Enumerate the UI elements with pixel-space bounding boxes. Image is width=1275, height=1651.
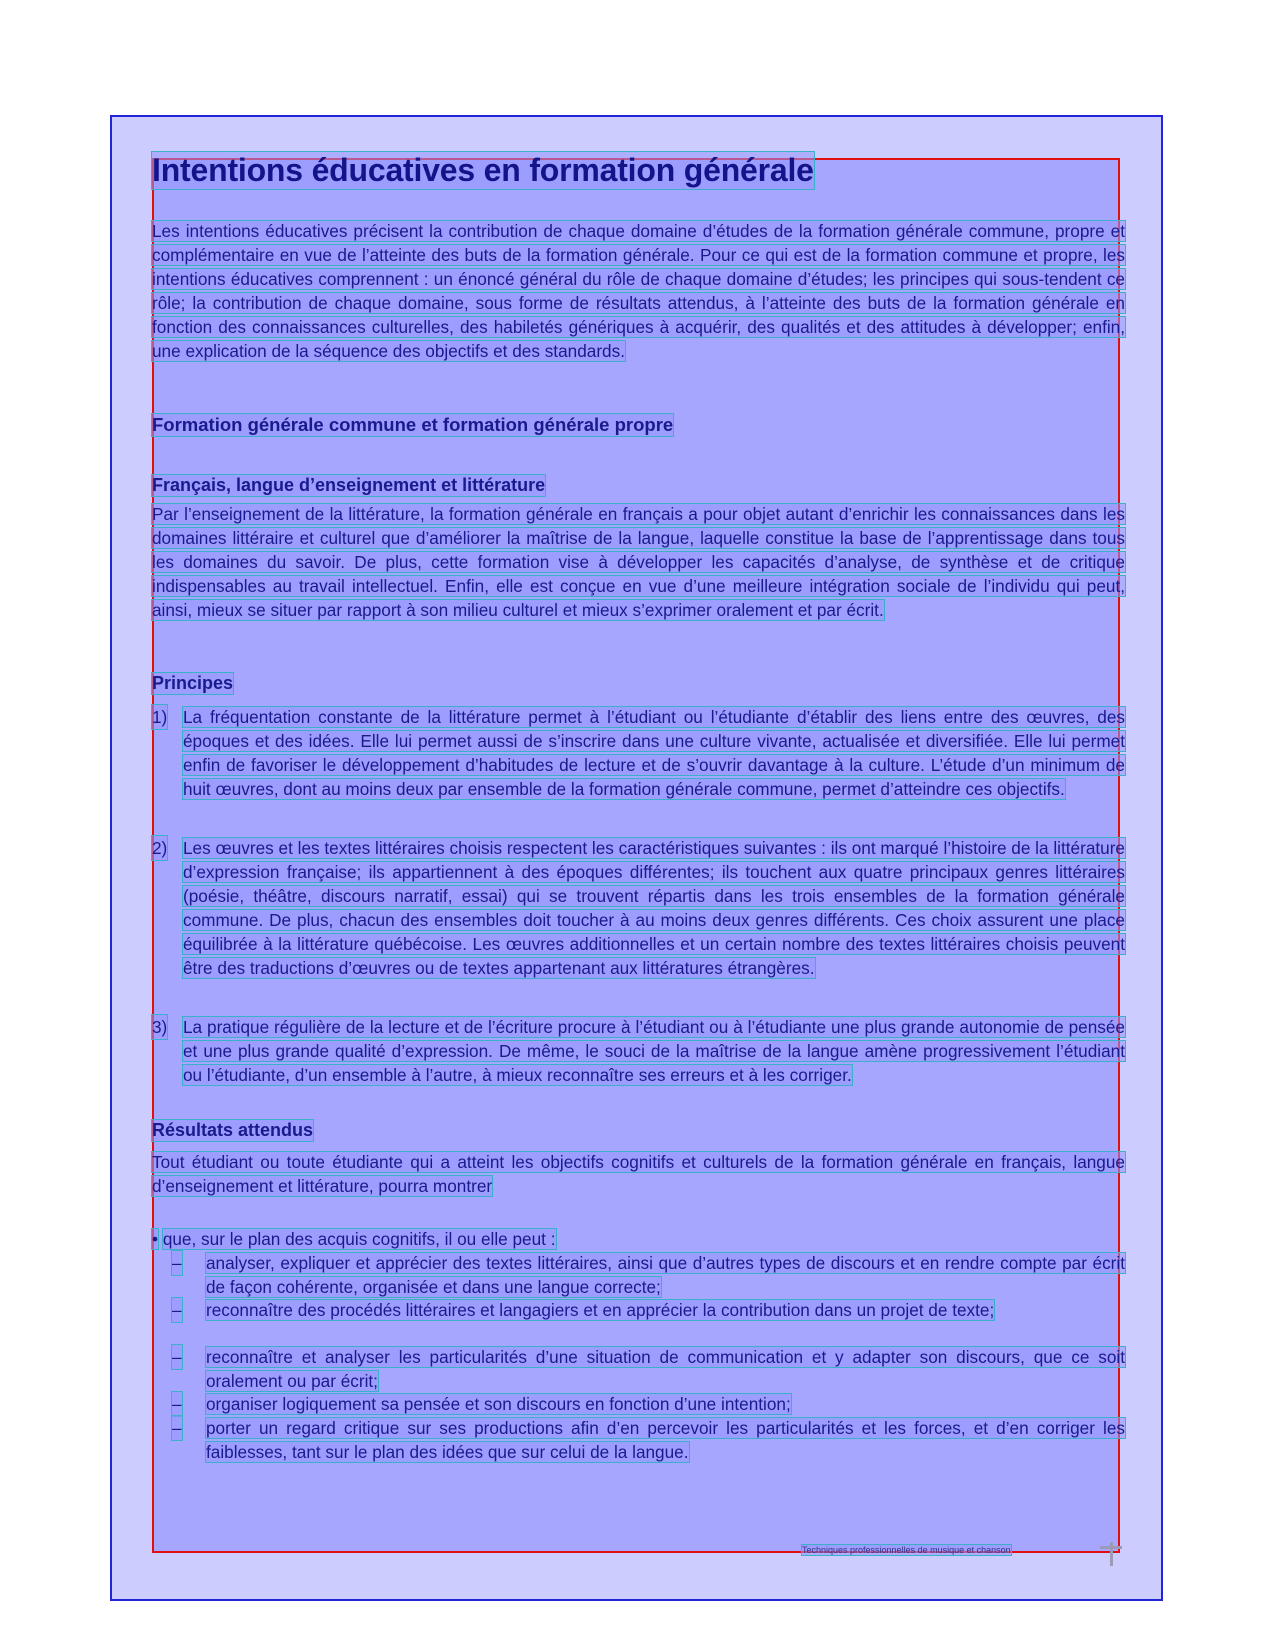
crosshair-icon-bar (1100, 1546, 1122, 1549)
page-footer: Techniques professionnelles de musique et chanson (802, 1545, 1011, 1555)
dash-icon: – (172, 1347, 182, 1367)
result-text: analyser, expliquer et apprécier des textes littéraires, ainsi que d’autres types de discours et en rendre compte par écrit de façon cohérente, organisée et dans une langue correcte; (206, 1253, 1125, 1297)
subsection-heading: Français, langue d’enseignement et littérature (152, 475, 546, 495)
result-text: porter un regard critique sur ses productions afin d’en percevoir les particularités et les forces, et d’en corriger les faiblesses, tant sur le plan des idées que sur celui de la langue. (206, 1418, 1125, 1462)
principle-number: 2) (152, 838, 168, 858)
results-intro-text: Tout étudiant ou toute étudiante qui a atteint les objectifs cognitifs et culturels de la formation générale en français, langue d’enseignement et littérature, pourra montrer (152, 1152, 1125, 1196)
result-text: reconnaître et analyser les particularités d’une situation de communication et y adapter son discours, que ce soit oralement ou par écrit; (206, 1347, 1125, 1391)
dash-icon: – (172, 1253, 182, 1273)
dash-icon: – (172, 1418, 182, 1438)
results-intro-paragraph (152, 1150, 1125, 1198)
principles-heading: Principes (152, 673, 234, 693)
results-lead-text: que, sur le plan des acquis cognitifs, il ou elle peut : (162, 1229, 556, 1249)
results-heading: Résultats attendus (152, 1120, 314, 1140)
subsection-text: Par l’enseignement de la littérature, la formation générale en français a pour objet autant d’enrichir les connaissances dans les domaines littéraire et culturel que d’améliorer la maîtrise de la langue, laquelle constitue la base de l’apprentissage dans tous les domaines du savoir. De plus, cette formation vise à développer les capacités d’analyse, de synthèse et de critique indispensables au travail intellectuel. Enfin, elle est conçue en vue d’une meilleure intégration sociale de l’individu qui peut, ainsi, mieux se situer par rapport à son milieu culturel et mieux s’exprimer oralement et par écrit. (152, 504, 1125, 620)
result-item (152, 1416, 1125, 1464)
principle-number: 3) (152, 1017, 168, 1037)
section-heading: Formation générale commune et formation générale propre (152, 414, 674, 435)
result-item (152, 1392, 1125, 1416)
bullet-icon: • (152, 1229, 159, 1249)
principle-item (152, 705, 1125, 801)
principle-number: 1) (152, 707, 168, 727)
intro-paragraph (152, 219, 1125, 363)
principle-text: La fréquentation constante de la littérature permet à l’étudiant ou l’étudiante d’établir des liens entre des œuvres, des époques et des idées. Elle lui permet aussi de s’inscrire dans une culture vivante, actualisée et diversifiée. Elle lui permet enfin de favoriser le développement d’habitudes de lecture et de s’ouvrir davantage à la culture. L’étude d’un minimum de huit œuvres, dont au moins deux par ensemble de la formation générale commune, permet d’atteindre ces objectifs. (183, 707, 1125, 799)
subsection-paragraph (152, 502, 1125, 622)
principle-item (152, 836, 1125, 980)
principle-text: Les œuvres et les textes littéraires choisis respectent les caractéristiques suivantes : ils ont marqué l’histoire de la littérature d’expression française; ils appartiennent à des époques différentes; ils touchent aux quatre principaux genres littéraires (poésie, théâtre, discours narratif, essai) qui se trouvent répartis dans les trois ensembles de la formation générale commune. De plus, chacun des ensembles doit toucher à au moins deux genres différents. Ces choix assurent une place équilibrée à la littérature québécoise. Les œuvres additionnelles et un certain nombre des textes littéraires choisis peuvent être des traductions d’œuvres ou de textes appartenant aux littératures étrangères. (183, 838, 1125, 978)
principle-item (152, 1015, 1125, 1087)
page-title: Intentions éducatives en formation générale (152, 152, 814, 188)
result-item (152, 1251, 1125, 1299)
results-lead (152, 1227, 1125, 1251)
dash-icon: – (172, 1300, 182, 1320)
result-item (152, 1298, 1125, 1322)
result-item (152, 1345, 1125, 1393)
dash-icon: – (172, 1394, 182, 1414)
result-text: organiser logiquement sa pensée et son discours en fonction d’une intention; (206, 1394, 791, 1414)
intro-text: Les intentions éducatives précisent la contribution de chaque domaine d’études de la formation générale commune, propre et complémentaire en vue de l’atteinte des buts de la formation générale. Pour ce qui est de la formation commune et propre, les intentions éducatives comprennent : un énoncé général du rôle de chaque domaine d’études; les principes qui sous-tendent ce rôle; la contribution de chaque domaine, sous forme de résultats attendus, à l’atteinte des buts de la formation générale en fonction des connaissances culturelles, des habiletés génériques à acquérir, des qualités et des attitudes à développer; enfin, une explication de la séquence des objectifs et des standards. (152, 221, 1125, 361)
principle-text: La pratique régulière de la lecture et de l’écriture procure à l’étudiant ou à l’étudiante une plus grande autonomie de pensée et une plus grande qualité d’expression. De même, le souci de la maîtrise de la langue amène progressivement l’étudiant ou l’étudiante, d’un ensemble à l’autre, à mieux reconnaître ses erreurs et à les corriger. (183, 1017, 1125, 1085)
result-text: reconnaître des procédés littéraires et langagiers et en apprécier la contribution dans un projet de texte; (206, 1300, 995, 1320)
